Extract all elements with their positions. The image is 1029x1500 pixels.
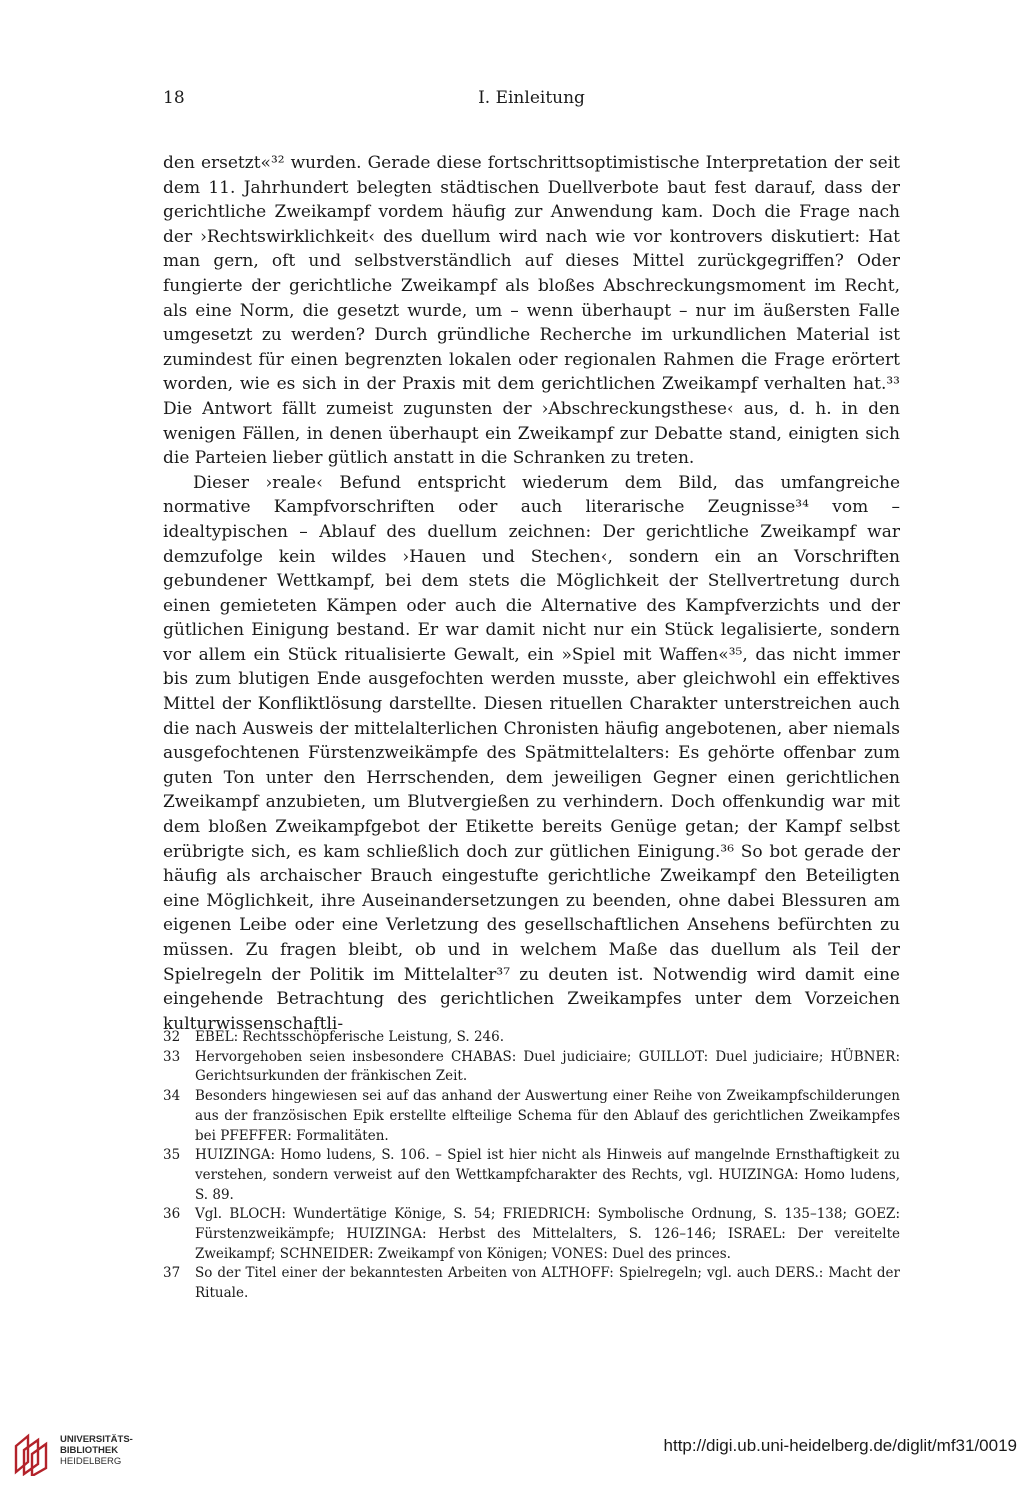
page-header xyxy=(163,88,900,116)
paragraph-2: Dieser ›reale‹ Befund entspricht wiederum dem Bild, das umfangreiche normative Kampfvorschriften oder auch literarische Zeugnisse³⁴ vom – idealtypischen – Ablauf des duellum zeichnen: Der gerichtliche Zweikampf war demzufolge kein wildes ›Hauen und Stechen‹, sondern ein an Vorschriften gebundener Wettkampf, bei dem stets die Möglichkeit der Stellvertretung durch einen gemieteten Kämpen oder auch die Alternative des Kampfverzichts und der gütlichen Einigung bestand. Er war damit nicht nur ein Stück legalisierte, sondern vor allem ein Stück ritualisierte Gewalt, ein »Spiel mit Waffen«³⁵, das nicht immer bis zum blutigen Ende ausgefochten werden musste, aber gleichwohl ein effektives Mittel der Konfliktlösung darstellte. Diesen rituellen Charakter unterstreichen auch die nach Ausweis der mittelalterlichen Chronisten häufig angebotenen, aber niemals ausgefochtenen Fürstenzweikämpfe des Spätmittelalters: Es gehörte offenbar zum guten Ton unter den Herrschenden, dem jeweiligen Gegner einen gerichtlichen Zweikampf anzubieten, um Blutvergießen zu verhindern. Doch offenkundig war mit dem bloßen Zweikampfgebot der Etikette bereits Genüge getan; der Kampf selbst erübrigte sich, es kam schließlich doch zur gütlichen Einigung.³⁶ So bot gerade der häufig als archaischer Brauch eingestufte gerichtliche Zweikampf den Beteiligten eine Möglichkeit, ihre Auseinandersetzungen zu beenden, ohne dabei Blessuren am eigenen Leibe oder eine Verletzung des gesellschaftlichen Ansehens befürchten zu müssen. Zu fragen bleibt, ob und in welchem Maße das duellum als Teil der Spielregeln der Politik im Mittelalter³⁷ zu deuten ist. Notwendig wird damit eine eingehende Betrachtung des gerichtlichen Zweikampfes unter dem Vorzeichen kulturwissenschaftli- xyxy=(163,472,900,1034)
footnote xyxy=(163,1146,900,1205)
logo-line-2: BIBLIOTHEK xyxy=(60,1445,119,1456)
library-logo-text xyxy=(60,1434,133,1467)
footnote-text: EBEL: Rechtsschöpferische Leistung, S. 246. xyxy=(195,1029,505,1045)
footer xyxy=(0,1420,1029,1500)
footnote xyxy=(163,1264,900,1303)
footnote xyxy=(163,1028,900,1048)
footnote-number: 36 xyxy=(163,1206,181,1223)
footnote xyxy=(163,1205,900,1264)
footnote-number: 32 xyxy=(163,1029,181,1045)
library-logo-icon xyxy=(10,1432,50,1476)
footnote-text: So der Titel einer der bekanntesten Arbeiten von ALTHOFF: Spielregeln; vgl. auch DERS.: Macht der Rituale. xyxy=(195,1265,900,1302)
footnote-text: Besonders hingewiesen sei auf das anhand der Auswertung einer Reihe von Zweikampfschilderungen aus der französischen Epik erstellte elfteilige Schema für den Ablauf des gerichtlichen Zweikampfes bei PFEFFER: Formalitäten. xyxy=(195,1088,900,1144)
page-number: 18 xyxy=(163,88,185,108)
running-title: I. Einleitung xyxy=(478,88,585,108)
logo-line-1: UNIVERSITÄTS- xyxy=(60,1434,133,1445)
footnotes xyxy=(163,1028,900,1304)
logo-line-3: HEIDELBERG xyxy=(60,1456,122,1467)
source-url-link[interactable]: http://digi.ub.uni-heidelberg.de/diglit/mf31/0019 xyxy=(663,1436,1017,1455)
footnote-number: 35 xyxy=(163,1147,181,1164)
footnote-text: Hervorgehoben seien insbesondere CHABAS: Duel judiciaire; GUILLOT: Duel judiciaire; HÜBNER: Gerichtsurkunden der fränkischen Zeit. xyxy=(195,1048,900,1085)
library-logo[interactable] xyxy=(10,1432,140,1482)
footnote-number: 34 xyxy=(163,1088,181,1105)
footnote xyxy=(163,1048,900,1087)
footnote-number: 33 xyxy=(163,1048,181,1065)
footnote-text: Vgl. BLOCH: Wundertätige Könige, S. 54; FRIEDRICH: Symbolische Ordnung, S. 135–138; GOEZ: Fürstenzweikämpfe; HUIZINGA: Herbst des Mittelalters, S. 126–146; ISRAEL: Der vereitelte Zweikampf; SCHNEIDER: Zweikampf von Königen; VONES: Duel des princes. xyxy=(195,1206,900,1262)
paragraph-1: den ersetzt«³² wurden. Gerade diese fortschrittsoptimistische Interpretation der seit dem 11. Jahrhundert belegten städtischen Duellverbote baut fest darauf, dass der gerichtliche Zweikampf vordem häufig zur Anwendung kam. Doch die Frage nach der ›Rechtswirklichkeit‹ des duellum wird nach wie vor kontrovers diskutiert: Hat man gern, oft und selbstverständlich auf dieses Mittel zurückgegriffen? Oder fungierte der gerichtliche Zweikampf als bloßes Abschreckungsmoment im Recht, als eine Norm, die gesetzt wurde, um – wenn überhaupt – nur im äußersten Falle umgesetzt zu werden? Durch gründliche Recherche im urkundlichen Material ist zumindest für einen begrenzten lokalen oder regionalen Rahmen die Frage erörtert worden, wie es sich in der Praxis mit dem gerichtlichen Zweikampf verhalten hat.³³ Die Antwort fällt zumeist zugunsten der ›Abschreckungsthese‹ aus, d. h. in den wenigen Fällen, in denen überhaupt ein Zweikampf zur Debatte stand, einigten sich die Parteien lieber gütlich anstatt in die Schranken zu treten. xyxy=(163,153,900,469)
footnote-number: 37 xyxy=(163,1265,181,1282)
main-text xyxy=(163,151,900,1036)
footnote-text: HUIZINGA: Homo ludens, S. 106. – Spiel ist hier nicht als Hinweis auf mangelnde Ernsthaftigkeit zu verstehen, sondern verweist auf den Wettkampfcharakter des Rechts, vgl. HUIZINGA: Homo ludens, S. 89. xyxy=(195,1147,900,1203)
footnote xyxy=(163,1087,900,1146)
